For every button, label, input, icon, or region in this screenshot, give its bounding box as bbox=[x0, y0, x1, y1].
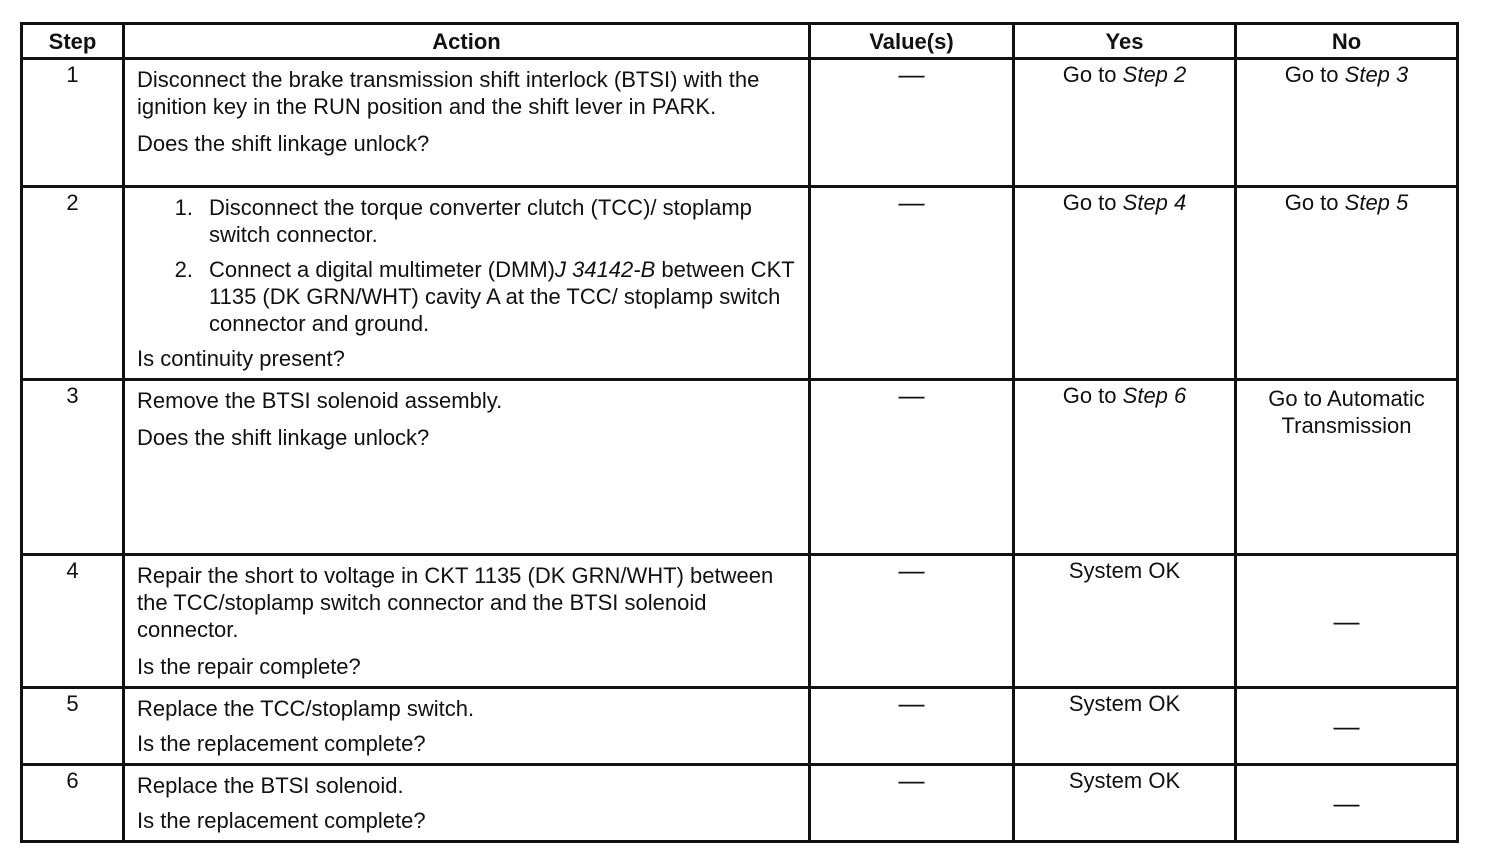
no-cell bbox=[1236, 59, 1458, 187]
table-row bbox=[22, 555, 1458, 688]
value-cell: — bbox=[810, 688, 1014, 765]
header-action: Action bbox=[124, 24, 810, 59]
table-row bbox=[22, 187, 1458, 380]
action-question: Is the replacement complete? bbox=[137, 808, 426, 833]
yes-step-ref: Step 2 bbox=[1122, 62, 1187, 87]
action-question: Is the repair complete? bbox=[137, 654, 361, 679]
value-cell: — bbox=[810, 555, 1014, 688]
yes-step-ref: Step 4 bbox=[1122, 190, 1187, 215]
table-row bbox=[22, 688, 1458, 765]
no-prefix: Go to bbox=[1284, 62, 1339, 87]
header-no: No bbox=[1236, 24, 1458, 59]
no-cell bbox=[1236, 187, 1458, 380]
no-step-ref: Step 3 bbox=[1344, 62, 1409, 87]
action-text: Repair the short to voltage in CKT 1135 (DK GRN/WHT) between the TCC/stoplamp switch connector and the BTSI solenoid connector. bbox=[137, 563, 774, 642]
substep-number: 2. bbox=[174, 257, 193, 282]
action-cell bbox=[124, 765, 810, 842]
value-cell: — bbox=[810, 187, 1014, 380]
step-number: 1 bbox=[22, 59, 124, 187]
header-row bbox=[22, 24, 1458, 59]
no-prefix: Go to bbox=[1284, 190, 1339, 215]
action-question: Does the shift linkage unlock? bbox=[137, 425, 430, 450]
table-row bbox=[22, 59, 1458, 187]
action-question: Is the replacement complete? bbox=[137, 731, 426, 756]
yes-prefix: Go to bbox=[1062, 62, 1117, 87]
substep bbox=[137, 256, 796, 337]
action-text: Remove the BTSI solenoid assembly. bbox=[137, 388, 503, 413]
table-row bbox=[22, 765, 1458, 842]
value-cell: — bbox=[810, 59, 1014, 187]
yes-cell: System OK bbox=[1014, 688, 1236, 765]
substep-text bbox=[195, 256, 796, 337]
no-cell: — bbox=[1236, 688, 1458, 765]
action-cell bbox=[124, 688, 810, 765]
header-step: Step bbox=[22, 24, 124, 59]
action-text: Replace the TCC/stoplamp switch. bbox=[137, 696, 475, 721]
action-text: Replace the BTSI solenoid. bbox=[137, 773, 404, 798]
no-cell: — bbox=[1236, 555, 1458, 688]
action-cell bbox=[124, 555, 810, 688]
value-cell: — bbox=[810, 765, 1014, 842]
yes-cell: System OK bbox=[1014, 555, 1236, 688]
no-step-ref: Step 5 bbox=[1344, 190, 1409, 215]
step-number: 2 bbox=[22, 187, 124, 380]
diagnostic-table bbox=[20, 22, 1459, 843]
action-text: Disconnect the brake transmission shift interlock (BTSI) with the ignition key in the RUN position and the shift lever in PARK. bbox=[137, 67, 760, 119]
step-number: 5 bbox=[22, 688, 124, 765]
header-yes: Yes bbox=[1014, 24, 1236, 59]
action-cell bbox=[124, 380, 810, 555]
substep-text-post: between CKT 1135 (DK GRN/WHT) cavity A at the TCC/ stoplamp switch connector and ground. bbox=[209, 257, 795, 336]
no-cell: Go to Automatic Transmission bbox=[1236, 380, 1458, 555]
yes-prefix: Go to bbox=[1062, 383, 1117, 408]
value-cell: — bbox=[810, 380, 1014, 555]
yes-cell bbox=[1014, 187, 1236, 380]
header-values: Value(s) bbox=[810, 24, 1014, 59]
action-cell bbox=[124, 187, 810, 380]
no-cell: — bbox=[1236, 765, 1458, 842]
action-cell bbox=[124, 59, 810, 187]
tool-number: J 34142-B bbox=[554, 257, 656, 282]
step-number: 6 bbox=[22, 765, 124, 842]
yes-prefix: Go to bbox=[1062, 190, 1117, 215]
substep-text-pre: Connect a digital multimeter (DMM) bbox=[209, 257, 555, 282]
table-row bbox=[22, 380, 1458, 555]
action-question: Is continuity present? bbox=[137, 346, 345, 371]
yes-cell: System OK bbox=[1014, 765, 1236, 842]
substep-text: Disconnect the torque converter clutch (TCC)/ stoplamp switch connector. bbox=[209, 195, 752, 247]
substep-number: 1. bbox=[174, 195, 193, 220]
yes-cell bbox=[1014, 59, 1236, 187]
step-number: 4 bbox=[22, 555, 124, 688]
step-number: 3 bbox=[22, 380, 124, 555]
substep bbox=[137, 194, 796, 248]
yes-step-ref: Step 6 bbox=[1122, 383, 1187, 408]
yes-cell bbox=[1014, 380, 1236, 555]
action-question: Does the shift linkage unlock? bbox=[137, 131, 430, 156]
